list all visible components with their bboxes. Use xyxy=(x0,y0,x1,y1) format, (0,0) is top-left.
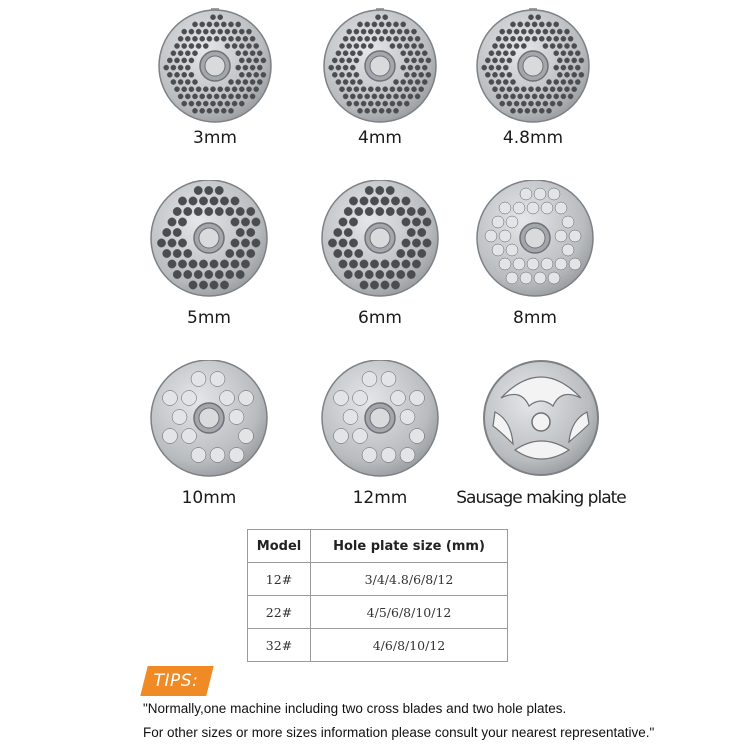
plate-4mm-image xyxy=(305,8,455,128)
table-cell-size: 4/6/8/10/12 xyxy=(311,629,508,662)
plate-caption: 5mm xyxy=(187,308,231,328)
tips-line-1: "Normally,one machine including two cross blades and two hole plates. xyxy=(143,701,567,716)
table-cell-model: 32# xyxy=(248,629,311,662)
table-header-model: Model xyxy=(248,530,311,563)
tips-line-2: For other sizes or more sizes information please consult your nearest representative." xyxy=(143,725,655,740)
table-header-row xyxy=(248,530,508,563)
plate-sausage-image xyxy=(466,360,616,480)
plate-caption: 10mm xyxy=(181,488,237,508)
plate-8mm xyxy=(460,180,610,350)
plate-caption: 3mm xyxy=(193,128,237,148)
spec-table xyxy=(247,529,508,662)
table-row xyxy=(248,629,508,662)
plate-6mm-image xyxy=(305,180,455,300)
plate-caption: Sausage making plate xyxy=(456,488,626,508)
plate-caption: 6mm xyxy=(358,308,402,328)
plate-3mm xyxy=(140,8,290,178)
plate-4mm xyxy=(305,8,455,178)
plate-sausage xyxy=(456,360,626,530)
plate-4-8mm xyxy=(458,8,608,178)
plate-4-8mm-image xyxy=(458,8,608,128)
plate-12mm-image xyxy=(305,360,455,480)
table-row xyxy=(248,596,508,629)
tips-label: TIPS: xyxy=(153,671,199,691)
plate-5mm-image xyxy=(134,180,284,300)
plate-caption: 12mm xyxy=(352,488,408,508)
plate-8mm-image xyxy=(460,180,610,300)
table-cell-size: 4/5/6/8/10/12 xyxy=(311,596,508,629)
plate-caption: 4.8mm xyxy=(502,128,564,148)
table-header-size: Hole plate size (mm) xyxy=(311,530,508,563)
plate-10mm-image xyxy=(134,360,284,480)
table-cell-model: 12# xyxy=(248,563,311,596)
table-cell-model: 22# xyxy=(248,596,311,629)
table-cell-size: 3/4/4.8/6/8/12 xyxy=(311,563,508,596)
table-row xyxy=(248,563,508,596)
plate-caption: 8mm xyxy=(513,308,557,328)
plate-caption: 4mm xyxy=(358,128,402,148)
plate-3mm-image xyxy=(140,8,290,128)
plate-10mm xyxy=(134,360,284,530)
plate-5mm xyxy=(134,180,284,350)
tips-badge xyxy=(144,666,210,696)
